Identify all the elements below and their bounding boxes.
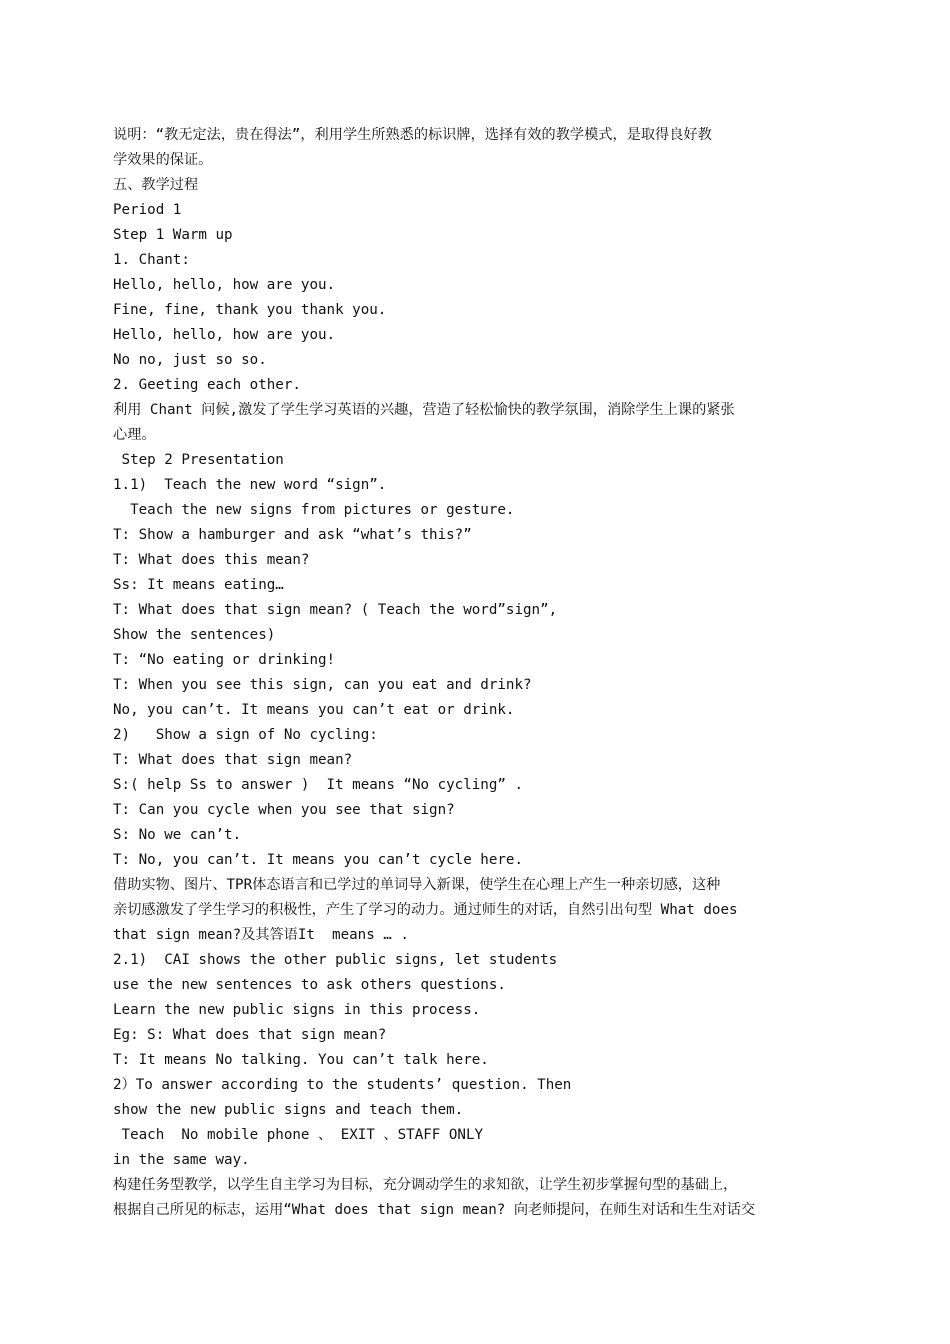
text-line: 借助实物、图片、TPR体态语言和已学过的单词导入新课，使学生在心理上产生一种亲切感，这种 <box>113 877 721 893</box>
text-line: No, you can’t. It means you can’t eat or drink. <box>113 702 515 718</box>
step-heading: Step 2 Presentation <box>113 452 284 468</box>
text-line: T: When you see this sign, can you eat and drink? <box>113 677 532 693</box>
text-line: 2. Geeting each other. <box>113 377 301 393</box>
step-heading: Step 1 Warm up <box>113 227 233 243</box>
text-line: 利用 Chant 问候,激发了学生学习英语的兴趣，营造了轻松愉快的教学氛围，消除学生上课的紧张 <box>113 402 735 418</box>
text-line: T: What does this mean? <box>113 552 310 568</box>
text-line: T: What does that sign mean? <box>113 752 353 768</box>
text-line: 2）To answer according to the students’ question. Then <box>113 1077 572 1093</box>
text-line: 1. Chant: <box>113 252 190 268</box>
text-line: 2) Show a sign of No cycling: <box>113 727 378 743</box>
text-line: 2.1) CAI shows the other public signs, let students <box>113 952 558 968</box>
text-line: T: No, you can’t. It means you can’t cycle here. <box>113 852 523 868</box>
text-line: 1.1) Teach the new word “sign”. <box>113 477 387 493</box>
section-heading: 五、教学过程 <box>113 177 199 193</box>
text-line: Hello, hello, how are you. <box>113 327 336 343</box>
text-line: 构建任务型教学，以学生自主学习为目标，充分调动学生的求知欲，让学生初步掌握句型的基础上， <box>113 1177 738 1193</box>
text-line: S: No we can’t. <box>113 827 242 843</box>
text-line: S:( help Ss to answer ) It means “No cycling” . <box>113 777 523 793</box>
text-line: Learn the new public signs in this process. <box>113 1002 481 1018</box>
text-line: T: What does that sign mean? ( Teach the word”sign”, <box>113 602 558 618</box>
text-line: 心理。 <box>113 427 156 443</box>
text-line: show the new public signs and teach them. <box>113 1102 464 1118</box>
text-line: T: “No eating or drinking! <box>113 652 336 668</box>
text-line: Teach the new signs from pictures or gesture. <box>113 502 515 518</box>
text-line: that sign mean?及其答语It means … . <box>113 927 409 943</box>
text-line: T: It means No talking. You can’t talk here. <box>113 1052 489 1068</box>
period-heading: Period 1 <box>113 202 182 218</box>
document-page <box>113 123 843 1223</box>
text-line: No no, just so so. <box>113 352 267 368</box>
text-line: T: Show a hamburger and ask “what’s this?” <box>113 527 472 543</box>
text-line: use the new sentences to ask others questions. <box>113 977 506 993</box>
text-line: in the same way. <box>113 1152 250 1168</box>
text-line: Eg: S: What does that sign mean? <box>113 1027 387 1043</box>
text-line: 说明：“教无定法，贵在得法”，利用学生所熟悉的标识牌，选择有效的教学模式，是取得良好教 <box>113 127 712 143</box>
text-line: 亲切感激发了学生学习的积极性，产生了学习的动力。通过师生的对话，自然引出句型 What does <box>113 902 738 918</box>
text-line: Show the sentences) <box>113 627 276 643</box>
text-line: 学效果的保证。 <box>113 152 213 168</box>
text-line: Ss: It means eating… <box>113 577 284 593</box>
text-line: Fine, fine, thank you thank you. <box>113 302 387 318</box>
text-line: Teach No mobile phone 、 EXIT 、STAFF ONLY <box>113 1127 484 1143</box>
text-line: Hello, hello, how are you. <box>113 277 336 293</box>
text-line: T: Can you cycle when you see that sign? <box>113 802 455 818</box>
text-line: 根据自己所见的标志，运用“What does that sign mean? 向老师提问，在师生对话和生生对话交 <box>113 1202 756 1218</box>
